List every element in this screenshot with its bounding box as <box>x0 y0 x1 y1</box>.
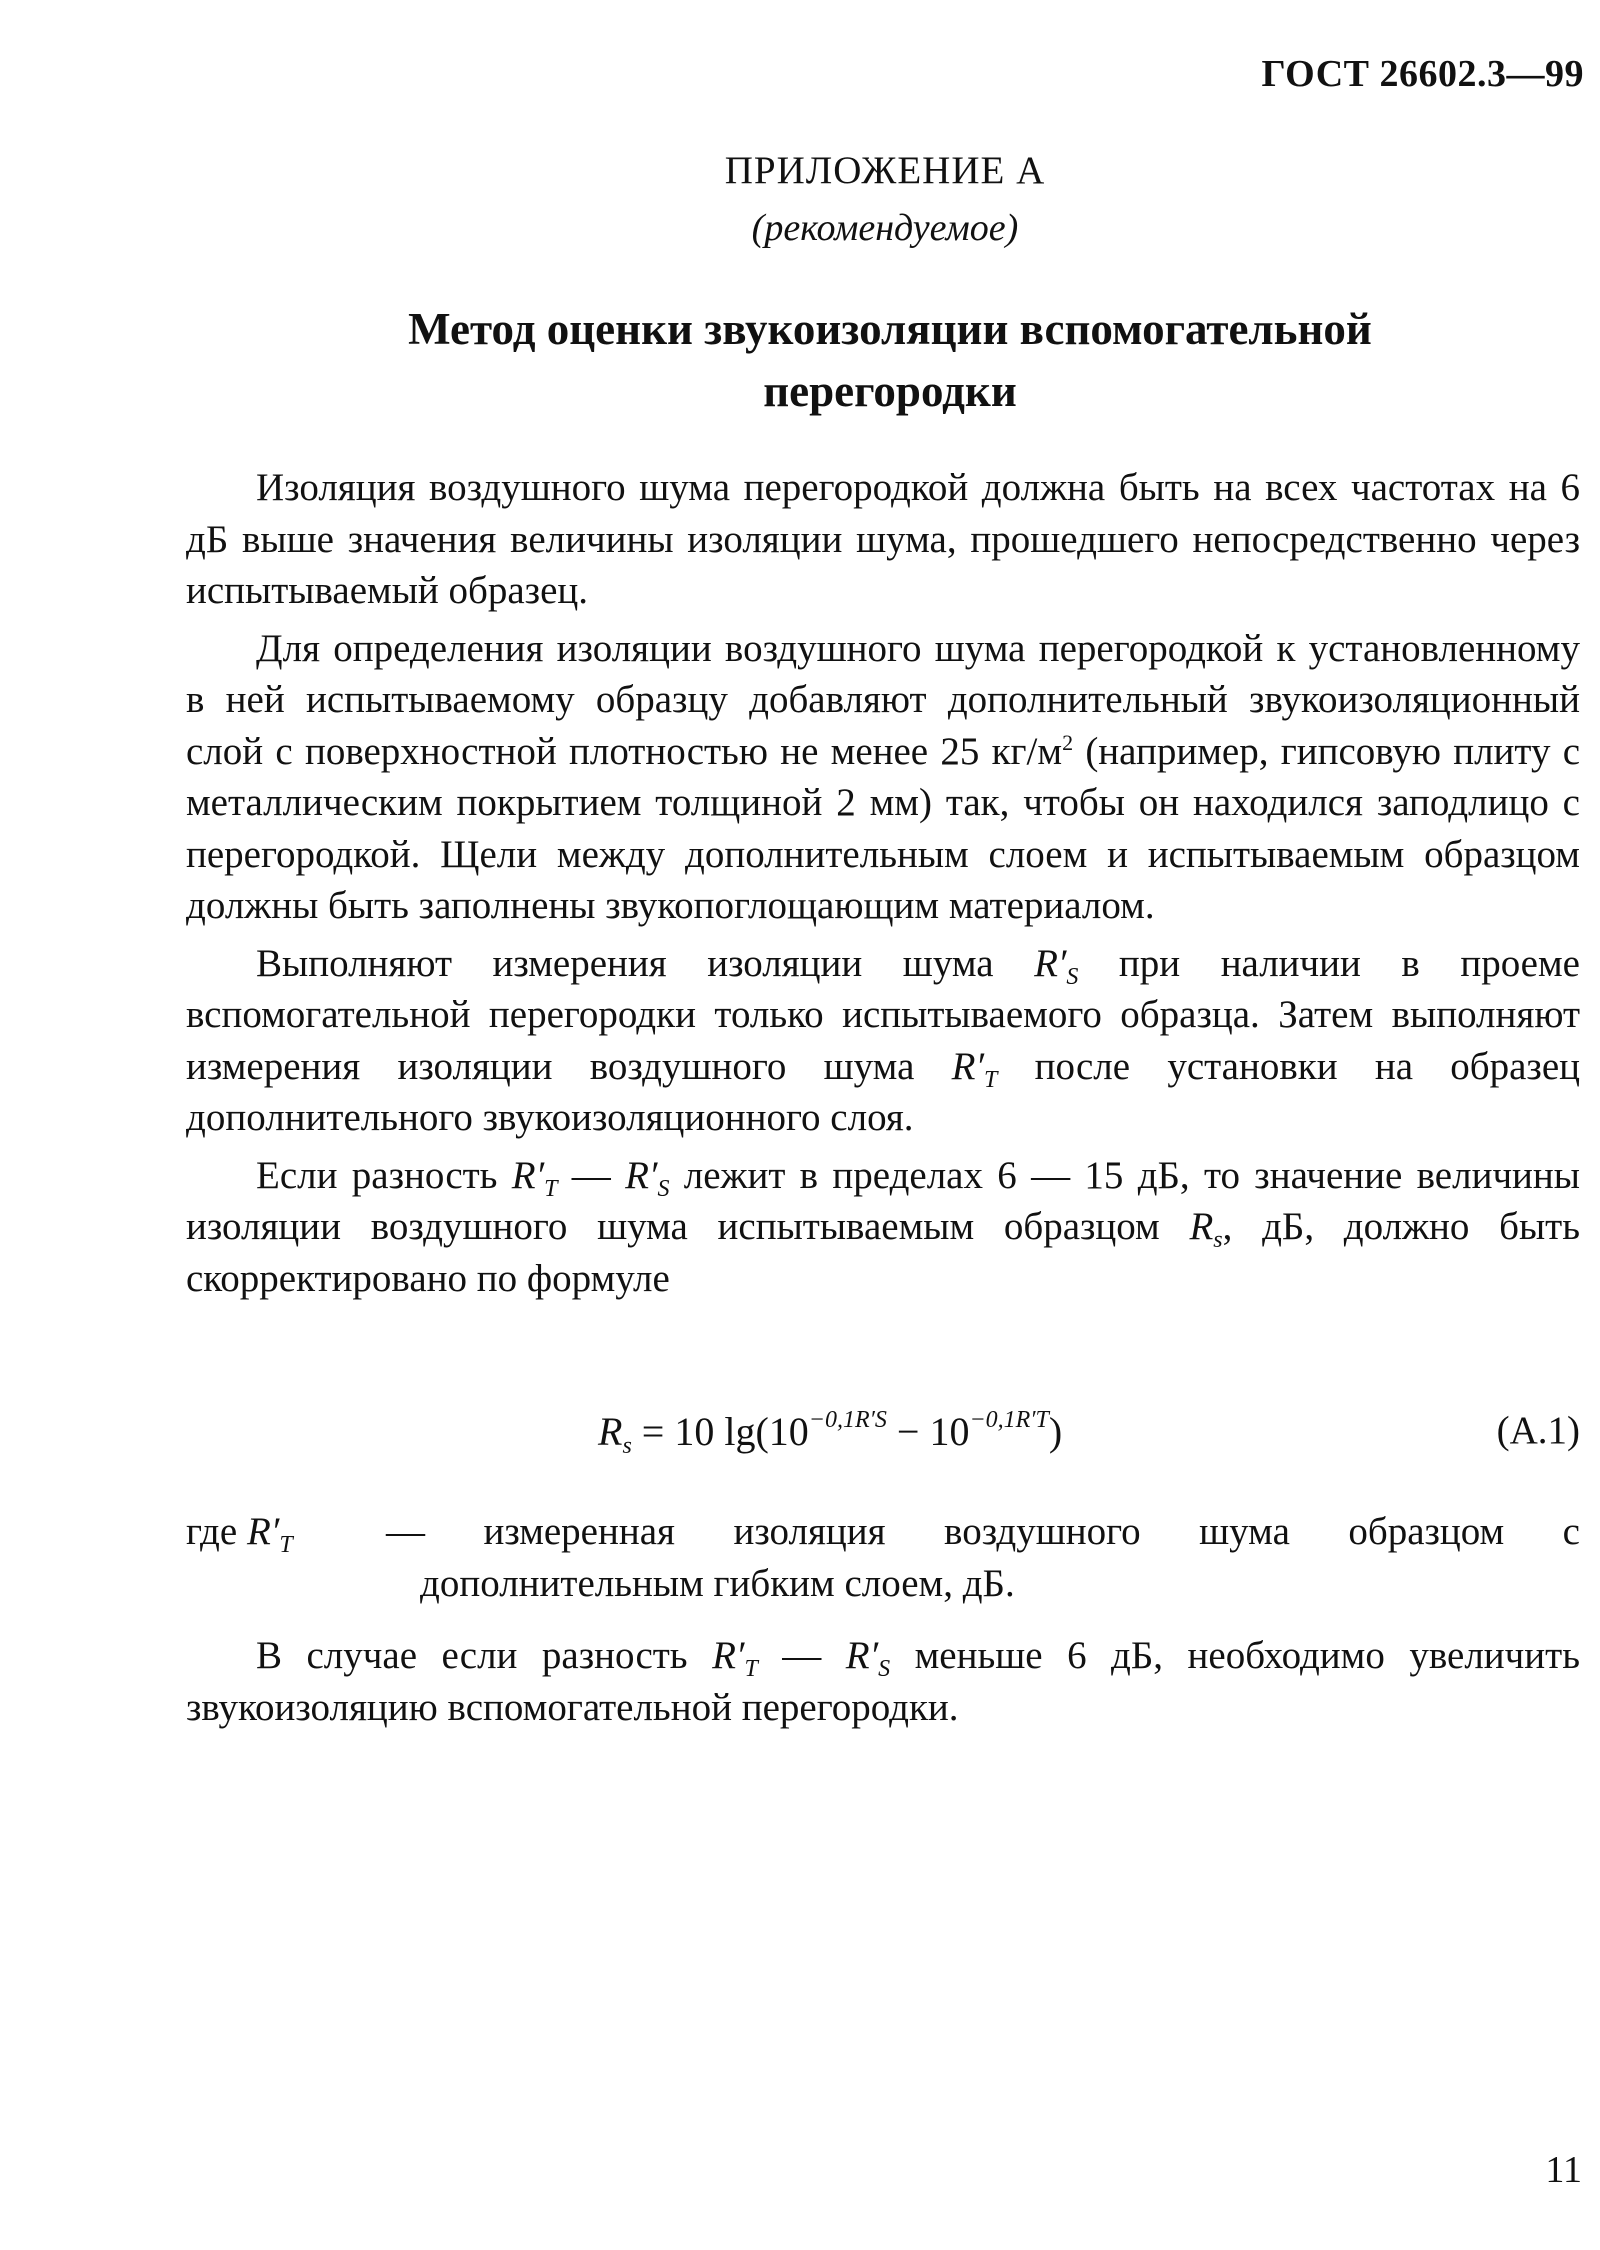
annex-title: ПРИЛОЖЕНИЕ А <box>724 149 1046 192</box>
body-text <box>186 462 1580 1304</box>
annex-status: (рекомендуемое) <box>751 207 1019 249</box>
paragraph-3 <box>186 938 1580 1144</box>
where-label: где $R'_T$ <box>186 1510 293 1558</box>
dash: — <box>557 1153 626 1197</box>
paragraph-4-text-b: лежит в пределах 6 — 15 дБ, то значение величины изоляции воздушного шума испытываемым образцом <box>186 1153 1581 1248</box>
superscript-2: 2 <box>1062 729 1074 755</box>
where-definition: — измеренная изоляция воздушного шума образцом с дополнительным гибким слоем, дБ. <box>386 1510 1580 1605</box>
section-title-line-2: перегородки <box>763 366 1017 416</box>
section-title-line-1: Метод оценки звукоизоляции вспомогательной <box>408 304 1372 354</box>
paragraph-4 <box>186 1150 1580 1305</box>
paragraph-2 <box>186 623 1580 932</box>
paragraph-3-text-c: после установки на образец дополнительного звукоизоляционного слоя. <box>186 1044 1580 1139</box>
paragraph-4-text-c: , дБ, должно быть скорректировано по формуле <box>186 1205 1580 1300</box>
symbol-r-prime-t: $R'_T$ <box>712 1634 758 1682</box>
exponent-2: −0,1R′T <box>969 1407 1049 1433</box>
symbol-r-prime-t: $R'_T$ <box>951 1044 998 1093</box>
final-paragraph: В случае если разность $R'_T$ — $R'_S$ меньше 6 дБ, необходимо увеличить звукоизоляцию вспомогательной перегородки. <box>186 1634 1580 1729</box>
symbol-r-prime-s: $R'_S$ <box>625 1153 670 1202</box>
document-code: ГОСТ 26602.3—99 <box>1261 53 1584 95</box>
page-number: 11 <box>1545 2149 1582 2191</box>
formula-a1: $R_s = 10$ $\lg(10^{-0,1R'S} - 10^{-0,1R'T})$ <box>598 1407 1063 1459</box>
symbol-r-s: $R_s$ <box>1189 1205 1223 1253</box>
paragraph-3-text-b: при наличии в проеме вспомогательной перегородки только испытываемого образца. Затем выполняют измерения изоляции воздушного шума <box>186 941 1580 1088</box>
formula-number: (А.1) <box>1496 1409 1580 1452</box>
where-clause <box>186 1506 1580 1609</box>
formula-row <box>186 1408 1580 1478</box>
symbol-r-prime-s: $R'_S$ <box>845 1634 891 1682</box>
paragraph-1: Изоляция воздушного шума перегородкой должна быть на всех частотах на 6 дБ выше значения величины изоляции шума, прошедшего непосредственно через испытываемый образец. <box>186 466 1580 612</box>
paragraph-3-text-a: Выполняют измерения изоляции шума <box>256 941 1035 985</box>
paragraph-4-text-a: Если разность <box>256 1153 512 1197</box>
symbol-r-prime-s: $R'_S$ <box>1034 941 1079 990</box>
paragraph-2-text-a: Для определения изоляции воздушного шума перегородкой к установленному в ней испытываемому образцу добавляют дополнительный звукоизоляционный слой с поверхностной плотностью не менее 25 кг/м <box>186 626 1580 773</box>
exponent-1: −0,1R′S <box>808 1407 887 1433</box>
paragraph-2-text-b: (например, гипсовую плиту с металлическим покрытием толщиной 2 мм) так, чтобы он находился заподлицо с перегородкой. Щели между дополнительным слоем и испытываемым образцом должны быть заполнены звукопоглощающим материалом. <box>186 729 1581 927</box>
section-title <box>140 298 1600 422</box>
symbol-r-prime-t: $R'_T$ <box>511 1153 558 1202</box>
